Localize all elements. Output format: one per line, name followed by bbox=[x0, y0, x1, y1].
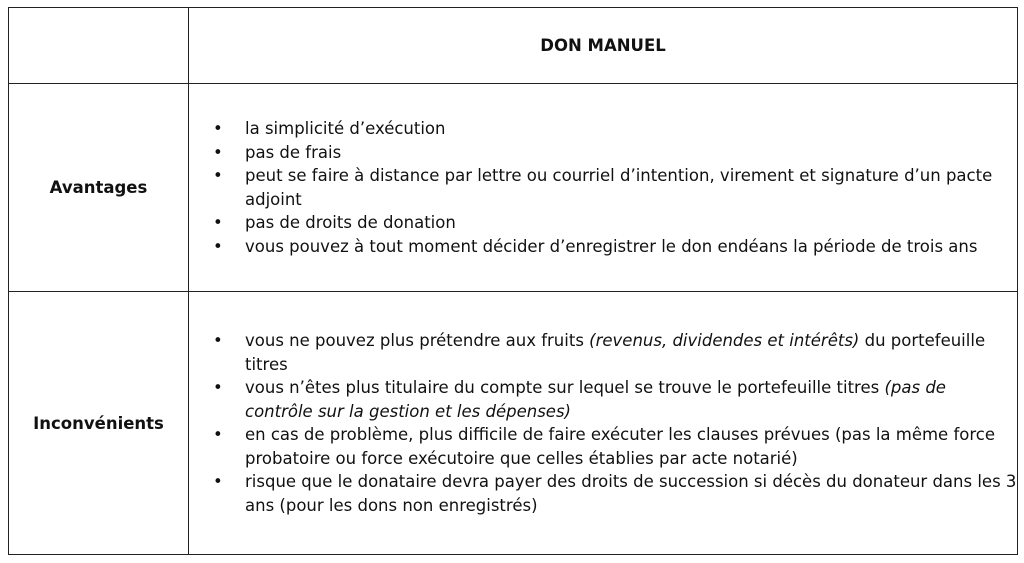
item-italic-note: (revenus, dividendes et intérêts) bbox=[589, 331, 860, 350]
list-item bbox=[213, 376, 1017, 423]
comparison-table bbox=[8, 7, 1018, 555]
item-text: vous n’êtes plus titulaire du compte sur lequel se trouve le portefeuille titres bbox=[245, 378, 885, 397]
list-item: • pas de frais bbox=[213, 141, 1017, 165]
row-label-avantages: Avantages bbox=[9, 84, 189, 292]
table-title: DON MANUEL bbox=[189, 8, 1018, 84]
header-row bbox=[9, 8, 1018, 84]
item-text-after: du portefeuille titres bbox=[245, 331, 986, 374]
list-item: • en cas de problème, plus difficile de faire exécuter les clauses prévues (pas la même force probatoire ou force exécutoire que celles établies par acte notarié) bbox=[213, 423, 1017, 470]
list-item: • peut se faire à distance par lettre ou courriel d’intention, virement et signature d’un pacte adjoint bbox=[213, 164, 1017, 211]
row-label-inconvenients: Inconvénients bbox=[9, 292, 189, 555]
list-item bbox=[213, 329, 1017, 376]
row-inconvenients bbox=[9, 292, 1018, 555]
header-empty-cell bbox=[9, 8, 189, 84]
item-text: vous ne pouvez plus prétendre aux fruits bbox=[245, 331, 590, 350]
item-italic-note: (pas de contrôle sur la gestion et les dépenses) bbox=[245, 378, 946, 421]
list-item: • vous pouvez à tout moment décider d’enregistrer le don endéans la période de trois ans bbox=[213, 235, 1017, 259]
avantages-list bbox=[189, 117, 1017, 258]
list-item: • la simplicité d’exécution bbox=[213, 117, 1017, 141]
inconvenients-cell bbox=[189, 292, 1018, 555]
list-item: • risque que le donataire devra payer des droits de succession si décès du donateur dans les 3 ans (pour les dons non enregistrés) bbox=[213, 470, 1017, 517]
avantages-cell bbox=[189, 84, 1018, 292]
list-item: • pas de droits de donation bbox=[213, 211, 1017, 235]
row-avantages bbox=[9, 84, 1018, 292]
inconvenients-list bbox=[189, 329, 1017, 517]
